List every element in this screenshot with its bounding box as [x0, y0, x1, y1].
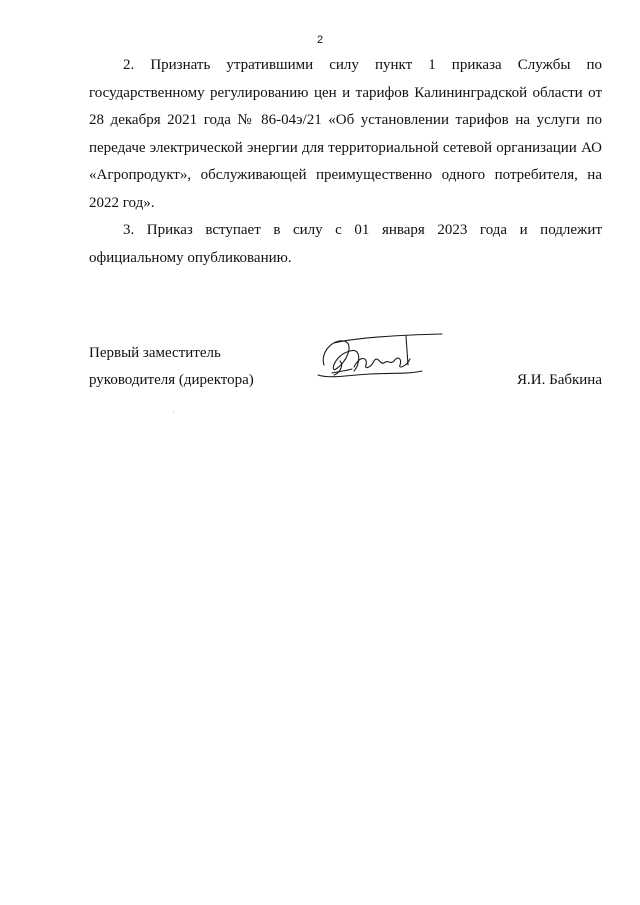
paragraph-3: 3. Приказ вступает в силу с 01 января 2023 года и подлежит официальному опубликованию. — [89, 222, 602, 266]
signature-block — [89, 340, 602, 400]
paragraph-2: 2. Признать утратившими силу пункт 1 приказа Службы по государственному регулированию цен и тарифов Калининградской области от 28 декабря 2021 года № 86-04э/21 «Об установлении тарифов на услуги по передаче электрической энергии для территориальной сетевой организации АО «Агропродукт», обслуживающей преимущественно одного потребителя, на 2022 год». — [89, 57, 602, 211]
signer-title-line-1: Первый заместитель — [89, 345, 221, 361]
signer-title-line-2: руководителя (директора) — [89, 372, 254, 388]
page-number: 2 — [316, 34, 324, 46]
signer-title — [89, 340, 254, 394]
signer-name: Я.И. Бабкина — [517, 372, 602, 388]
scan-speck — [173, 411, 174, 412]
document-body — [89, 52, 602, 272]
